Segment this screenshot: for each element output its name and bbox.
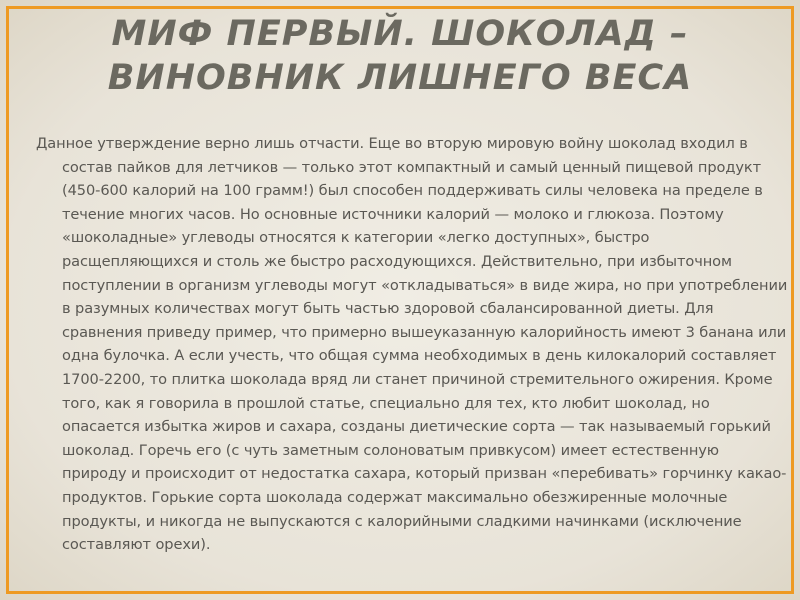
slide-body-paragraph: Данное утверждение верно лишь отчасти. Еще во вторую мировую войну шоколад входил в состав пайков для летчиков — только этот компактный и самый ценный пищевой продукт (450-600 калорий на 100 грамм!) был способен поддерживать силы человека на пределе в течение многих часов. Но основные источники калорий — молоко и глюкоза. Поэтому «шоколадные» углеводы относятся к категории «легко доступных», быстро расщепляющихся и столь же быстро расходующихся. Действительно, при избыточном поступлении в организм углеводы могут «откладываться» в виде жира, но при употреблении в разумных количествах могут быть частью здоровой сбалансированной диеты. Для сравнения приведу пример, что примерно вышеуказанную калорийность имеют 3 банана или одна булочка. А если учесть, что общая сумма необходимых в день килокалорий составляет 1700-2200, то плитка шоколада вряд ли станет причиной стремительного ожирения. Кроме того, как я говорила в прошлой статье, специально для тех, кто любит шоколад, но опасается избытка жиров и сахара, созданы диетические сорта — так называемый горький шоколад. Горечь его (с чуть заметным солоноватым привкусом) имеет естественную природу и происходит от недостатка сахара, который призван «перебивать» горчинку какао-продуктов. Горькие сорта шоколада содержат максимально обезжиренные молочные продукты, и никогда не выпускаются с калорийными сладкими начинками (исключение составляют орехи). xyxy=(36,135,788,554)
slide-title: МИФ ПЕРВЫЙ. ШОКОЛАД – ВИНОВНИК ЛИШНЕГО ВЕСА xyxy=(107,14,693,98)
